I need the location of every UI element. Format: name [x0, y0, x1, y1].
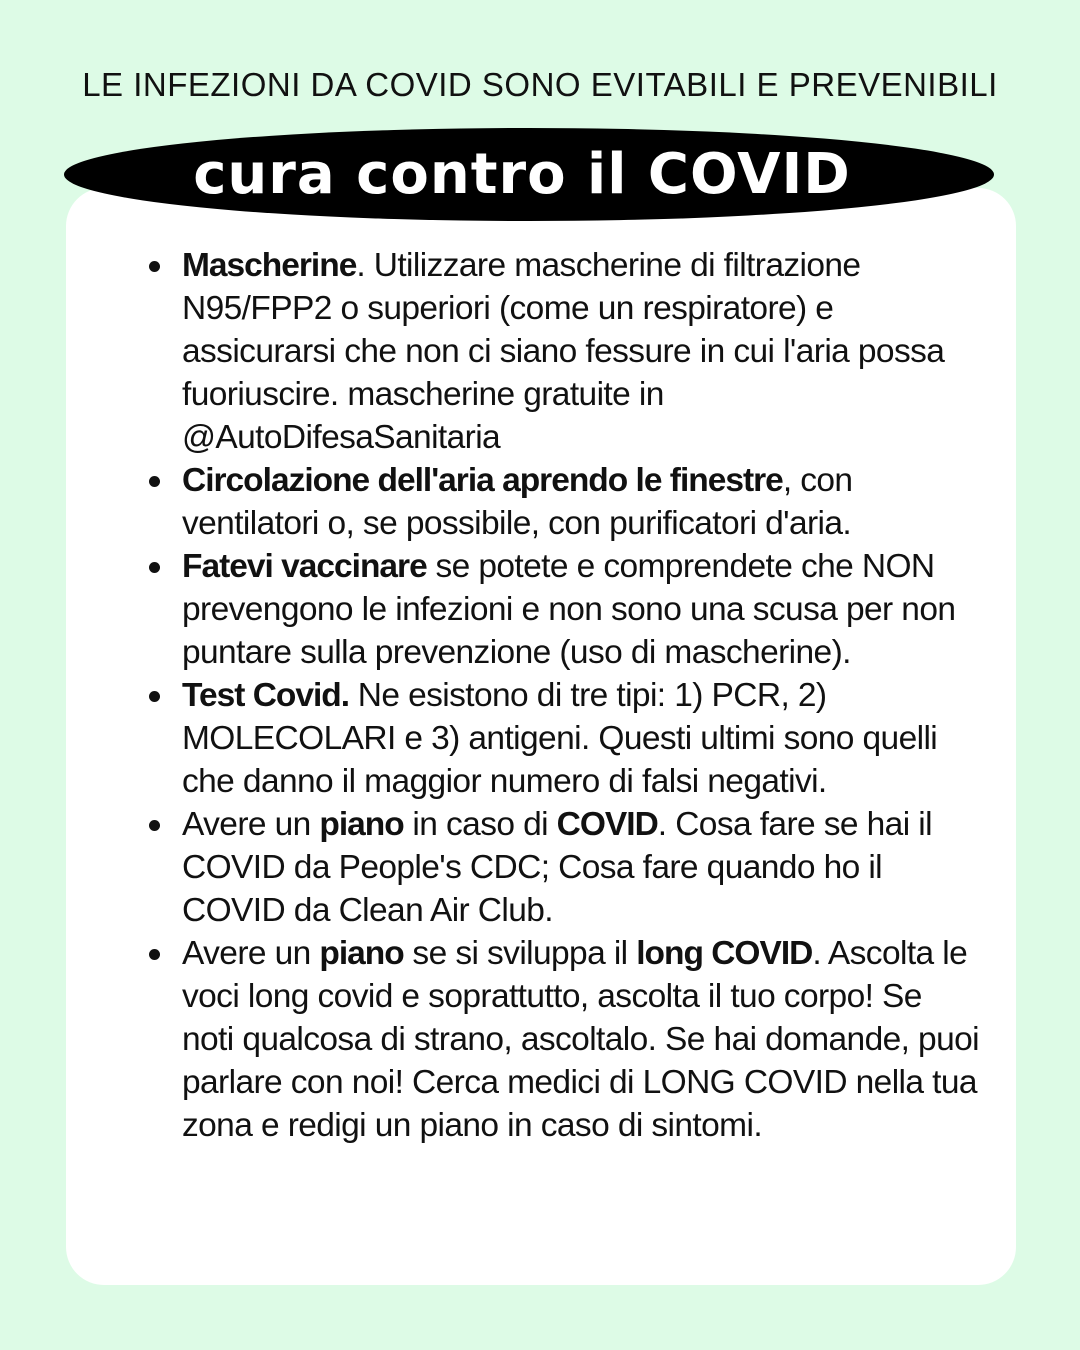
item-text: se potete e comprendete che NON prevengono le infezioni e non sono una scusa per non puntare sulla prevenzione (uso di mascherine).: [182, 548, 956, 671]
item-text: , con ventilatori o, se possibile, con purificatori d'aria.: [182, 462, 853, 542]
bullet-icon: [149, 261, 160, 272]
item-text: se si sviluppa il: [403, 935, 637, 972]
bullet-icon: [149, 476, 160, 487]
bullet-icon: [149, 820, 160, 831]
title-banner: [64, 128, 994, 221]
list-item-tests: [182, 674, 982, 803]
item-bold: Test Covid.: [182, 677, 350, 714]
list-item-long-covid-plan: [182, 932, 982, 1147]
bullet-icon: [149, 562, 160, 573]
bullet-icon: [149, 691, 160, 702]
item-text: Avere un: [182, 935, 320, 972]
top-heading: LE INFEZIONI DA COVID SONO EVITABILI E PREVENIBILI: [82, 66, 998, 103]
item-text: Ne esistono di tre tipi: 1) PCR, 2) MOLECOLARI e 3) antigeni. Questi ultimi sono quelli che danno il maggior numero di falsi negativi.: [182, 677, 938, 800]
list-item-vaccination: [182, 545, 982, 674]
item-text: Avere un: [182, 806, 320, 843]
item-bold: piano: [319, 806, 404, 843]
item-text: . Cosa fare se hai il COVID da People's CDC; Cosa fare quando ho il COVID da Clean Air Club.: [182, 806, 932, 929]
list-item-ventilation: [182, 459, 982, 545]
item-bold: long COVID: [636, 935, 813, 972]
item-text: . Utilizzare mascherine di filtrazione N95/FPP2 o superiori (come un respiratore) e assicurarsi che non ci siano fessure in cui l'aria possa fuoriuscire. mascherine gratuite in @AutoDifesaSanitaria: [182, 247, 945, 456]
prevention-list: [182, 244, 982, 1147]
page-title: cura contro il COVID: [193, 142, 851, 207]
bullet-icon: [149, 949, 160, 960]
item-text: in caso di: [403, 806, 557, 843]
item-bold: Fatevi vaccinare: [182, 548, 427, 585]
item-bold: piano: [319, 935, 404, 972]
item-bold: Mascherine: [182, 247, 357, 284]
item-text: . Ascolta le voci long covid e soprattutto, ascolta il tuo corpo! Se noti qualcosa di strano, ascoltalo. Se hai domande, puoi parlare con noi! Cerca medici di LONG COVID nella tua zona e redigi un piano in caso di sintomi.: [182, 935, 979, 1144]
list-item-covid-plan: [182, 803, 982, 932]
item-bold: Circolazione dell'aria aprendo le finestre: [182, 462, 783, 499]
list-item-masks: [182, 244, 982, 459]
item-bold: COVID: [556, 806, 658, 843]
